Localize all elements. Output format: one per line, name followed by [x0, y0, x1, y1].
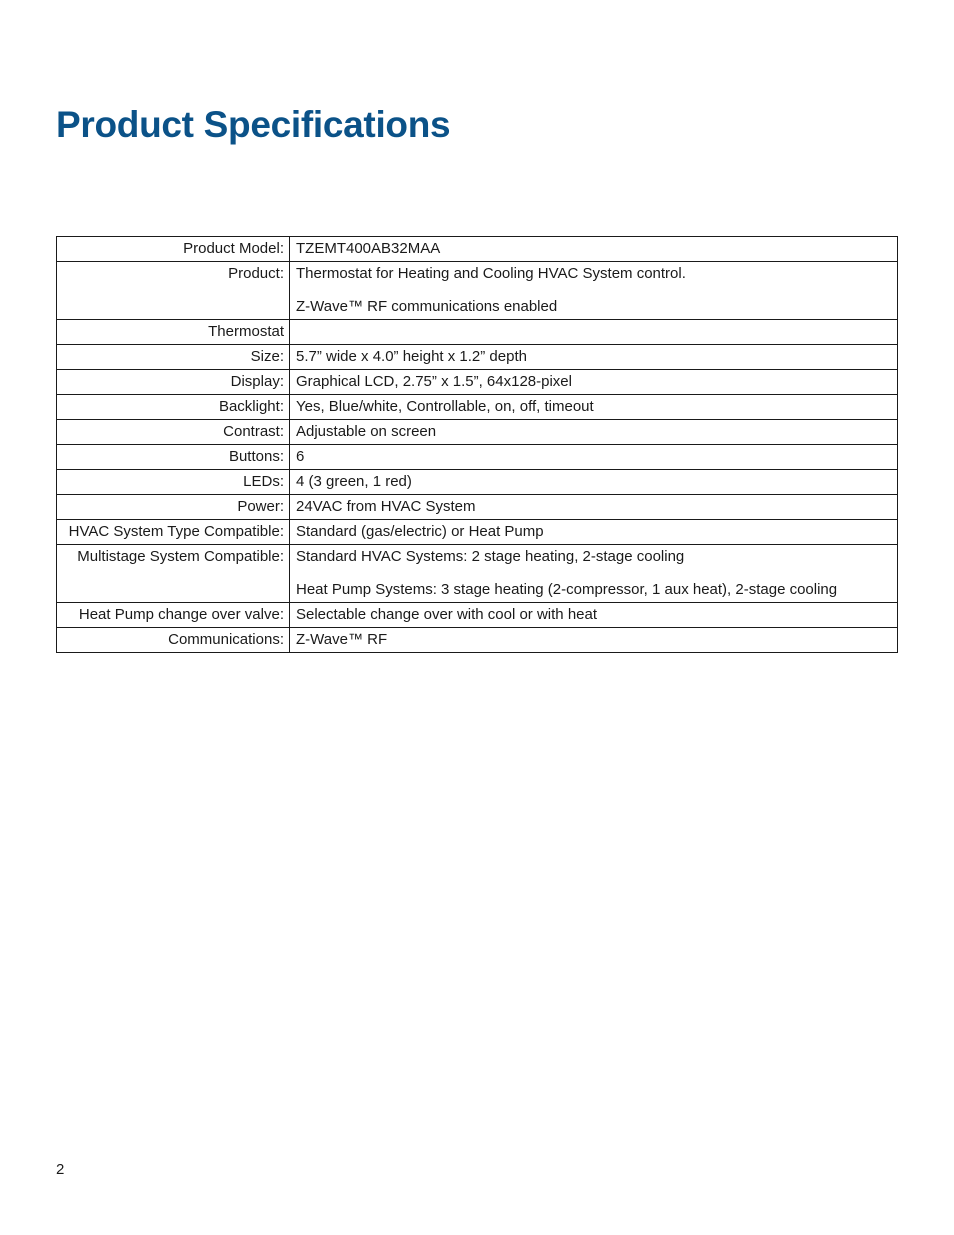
spec-label: HVAC System Type Compatible: — [57, 520, 290, 545]
spec-value-line: 24VAC from HVAC System — [296, 498, 476, 515]
spec-value — [290, 470, 898, 495]
spec-row-heat-pump-valve — [57, 603, 898, 628]
spec-value — [290, 395, 898, 420]
spec-value — [290, 370, 898, 395]
spec-row-hvac-type — [57, 520, 898, 545]
spec-value — [290, 420, 898, 445]
spec-value-line: Standard HVAC Systems: 2 stage heating, 2-stage cooling — [296, 548, 685, 565]
spec-value-line: Yes, Blue/white, Controllable, on, off, timeout — [296, 398, 594, 415]
spec-value-line: 4 (3 green, 1 red) — [296, 473, 412, 490]
spec-table — [56, 236, 898, 653]
spec-row-product-model — [57, 237, 898, 262]
spec-label: LEDs: — [57, 470, 290, 495]
spec-label: Display: — [57, 370, 290, 395]
spec-label: Product: — [57, 262, 290, 320]
spec-value — [290, 320, 898, 345]
spec-row-size — [57, 345, 898, 370]
spec-value — [290, 495, 898, 520]
spec-row-power — [57, 495, 898, 520]
spec-row-multistage — [57, 545, 898, 603]
spec-value-line: Adjustable on screen — [296, 423, 437, 440]
spec-row-buttons — [57, 445, 898, 470]
spec-value-line: 5.7” wide x 4.0” height x 1.2” depth — [296, 348, 527, 365]
spec-value-line: Selectable change over with cool or with heat — [296, 606, 598, 623]
spec-row-thermostat — [57, 320, 898, 345]
spec-row-product — [57, 262, 898, 320]
spec-value — [290, 262, 898, 320]
spec-row-leds — [57, 470, 898, 495]
spec-value — [290, 445, 898, 470]
spec-value-line: Graphical LCD, 2.75” x 1.5”, 64x128-pixel — [296, 373, 572, 390]
spec-label: Size: — [57, 345, 290, 370]
spec-label: Thermostat — [57, 320, 290, 345]
spec-row-contrast — [57, 420, 898, 445]
spec-label: Multistage System Compatible: — [57, 545, 290, 603]
spec-value-line: Thermostat for Heating and Cooling HVAC System control. — [296, 265, 686, 282]
spec-value — [290, 603, 898, 628]
spec-label: Power: — [57, 495, 290, 520]
spec-label: Contrast: — [57, 420, 290, 445]
spec-value-line: Z-Wave™ RF communications enabled — [296, 298, 558, 315]
spec-value — [290, 628, 898, 653]
spec-label: Buttons: — [57, 445, 290, 470]
spec-value-line — [296, 323, 891, 341]
spec-value-line: 6 — [296, 448, 305, 465]
spec-row-backlight — [57, 395, 898, 420]
spec-value — [290, 545, 898, 603]
spec-row-communications — [57, 628, 898, 653]
spec-label: Product Model: — [57, 237, 290, 262]
spec-row-display — [57, 370, 898, 395]
page-title: Product Specifications — [56, 104, 451, 145]
spec-label: Communications: — [57, 628, 290, 653]
spec-value-line: Standard (gas/electric) or Heat Pump — [296, 523, 544, 540]
spec-value — [290, 345, 898, 370]
page-number: 2 — [56, 1161, 65, 1178]
spec-value — [290, 520, 898, 545]
spec-value-line: TZEMT400AB32MAA — [296, 240, 441, 257]
spec-value-line: Z-Wave™ RF — [296, 631, 388, 648]
spec-label: Heat Pump change over valve: — [57, 603, 290, 628]
spec-label: Backlight: — [57, 395, 290, 420]
spec-value — [290, 237, 898, 262]
spec-value-line: Heat Pump Systems: 3 stage heating (2-compressor, 1 aux heat), 2-stage cooling — [296, 581, 838, 598]
